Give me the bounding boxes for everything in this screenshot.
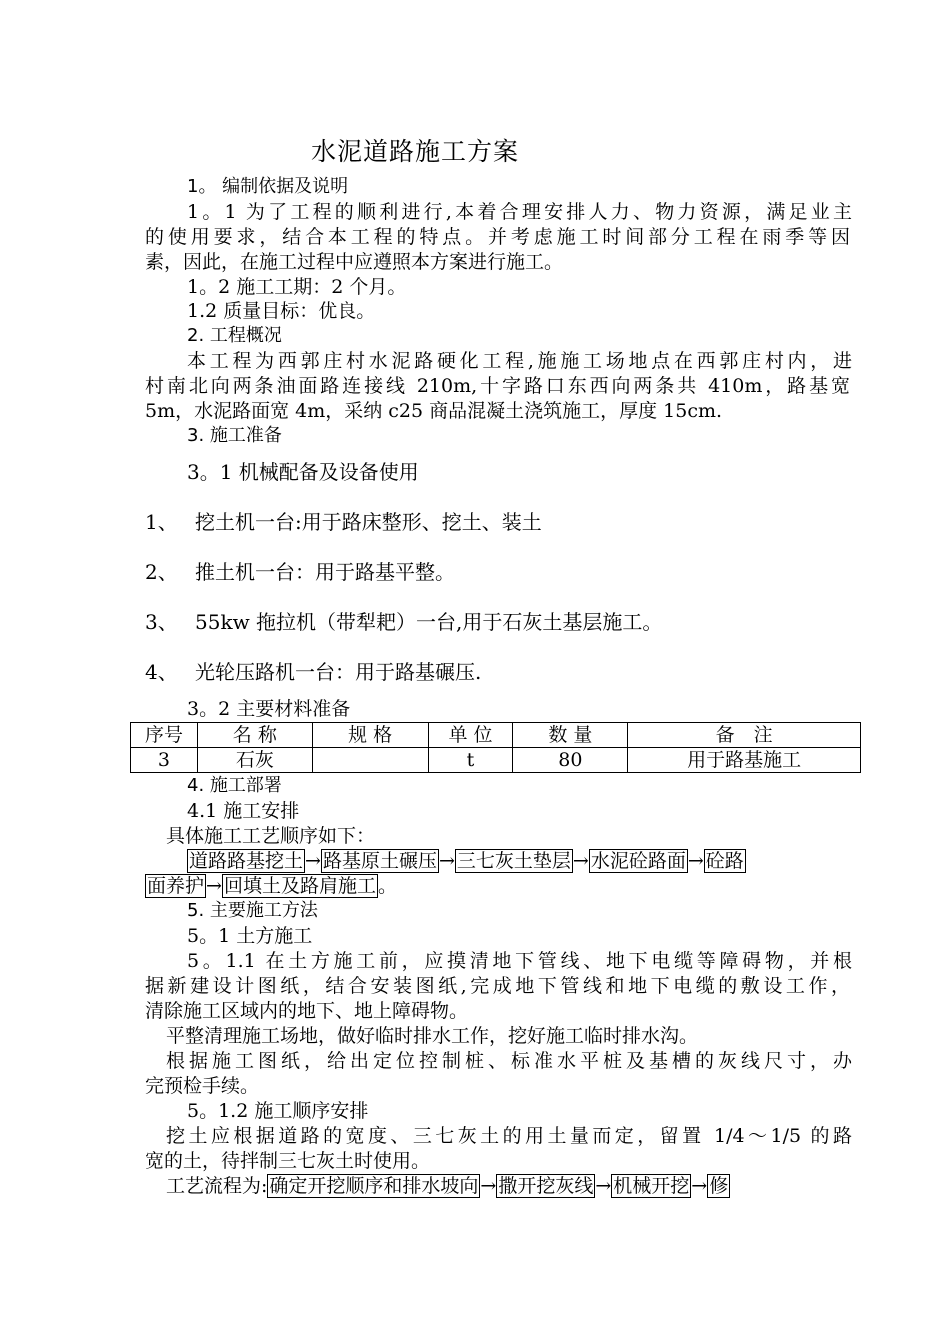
machine-item [145, 609, 662, 635]
s5-site-clearing: 平整清理施工场地，做好临时排水工作，挖好施工临时排水沟。 [166, 1025, 699, 1047]
table-cell: 80 [513, 748, 628, 773]
flow-step: 修 [709, 1175, 729, 1197]
table-cell: 石灰 [197, 748, 312, 773]
flow-step: 面养护 [147, 875, 205, 897]
s5-paragraph-line-3: 清除施工区域内的地下、地上障碍物。 [145, 1000, 469, 1022]
construction-period: 1。2 施工工期：2 个月。 [187, 276, 407, 298]
machine-item [145, 659, 481, 685]
machine-item-text: 推土机一台：用于路基平整。 [195, 560, 455, 584]
flow-arrow: → [480, 1175, 497, 1197]
s5-positioning-line-2: 完预检手续。 [145, 1075, 260, 1097]
table-cell: 3 [131, 748, 198, 773]
flow-arrow: → [572, 850, 589, 872]
machine-item-text: 光轮压路机一台：用于路基碾压. [195, 660, 482, 684]
machine-item-text: 55kw 拖拉机（带犁耙）一台,用于石灰土基层施工。 [195, 610, 663, 634]
table-header-row [131, 723, 861, 748]
table-header-cell: 备 注 [628, 723, 861, 748]
s5-excavation-line-1: 挖土应根据道路的宽度、三七灰土的用土量而定，留置 1/4～1/5 的路 [166, 1125, 852, 1147]
s1-paragraph-line-2: 的使用要求，结合本工程的特点。并考虑施工时间部分工程在雨季等因 [145, 226, 850, 248]
s2-paragraph-line-2: 村南北向两条油面路连接线 210m,十字路口东西向两条共 410m，路基宽 [145, 375, 850, 397]
flow-arrow: → [687, 850, 704, 872]
flow-step: 机械开挖 [613, 1175, 690, 1197]
section-1-heading: 1。 编制依据及说明 [187, 176, 349, 197]
s2-paragraph-line-1: 本工程为西郭庄村水泥路硬化工程,施施工场地点在西郭庄村内，进 [187, 350, 852, 372]
materials-table [130, 722, 861, 773]
table-header-cell: 规 格 [312, 723, 428, 748]
section-2-heading: 2. 工程概况 [187, 325, 282, 346]
machine-item-number: 1、 [145, 510, 178, 534]
table-header-cell: 名 称 [197, 723, 312, 748]
flow-label: 工艺流程为: [166, 1175, 268, 1197]
machine-item [145, 559, 455, 585]
flow-arrow: → [691, 1175, 708, 1197]
flow-end: 。 [377, 875, 397, 897]
s5-subheading-earthwork: 5。1 土方施工 [187, 925, 313, 947]
s3-subheading-materials: 3。2 主要材料准备 [187, 698, 351, 720]
table-header-cell: 数 量 [513, 723, 628, 748]
section-4-heading: 4. 施工部署 [187, 775, 282, 796]
flow-arrow: → [206, 875, 222, 897]
quality-target: 1.2 质量目标：优良。 [187, 300, 376, 322]
table-cell [312, 748, 428, 773]
flow-step: 路基原土碾压 [322, 850, 437, 872]
s5-excavation-line-2: 宽的土，待拌制三七灰土时使用。 [145, 1150, 431, 1172]
flow-step: 道路路基挖土 [189, 850, 304, 872]
flow-step: 砼路 [705, 850, 744, 872]
process-flow-line-2 [145, 874, 850, 898]
s5-subheading-sequence: 5。1.2 施工顺序安排 [187, 1100, 369, 1122]
machine-item-number: 4、 [145, 660, 178, 684]
process-flow-line-3 [166, 1174, 852, 1198]
table-header-cell: 序号 [131, 723, 198, 748]
process-flow-line-1 [187, 849, 852, 873]
machine-item-number: 3、 [145, 610, 178, 634]
s5-positioning-line-1: 根据施工图纸，给出定位控制桩、标准水平桩及基槽的灰线尺寸，办 [166, 1050, 852, 1072]
machine-item [145, 509, 542, 535]
flow-arrow: → [438, 850, 455, 872]
machine-item-number: 2、 [145, 560, 178, 584]
s3-subheading-machinery: 3。1 机械配备及设备使用 [187, 460, 419, 484]
document-title: 水泥道路施工方案 [310, 137, 519, 166]
table-row [131, 748, 861, 773]
s4-subheading: 4.1 施工安排 [187, 800, 300, 822]
s1-paragraph-line-1: 1。1 为了工程的顺利进行,本着合理安排人力、物力资源，满足业主 [187, 201, 852, 223]
section-3-heading: 3. 施工准备 [187, 425, 282, 446]
table-cell: t [428, 748, 513, 773]
s2-paragraph-line-3: 5m，水泥路面宽 4m，采纳 c25 商品混凝土浇筑施工，厚度 15cm. [145, 400, 723, 422]
flow-step: 确定开挖顺序和排水坡向 [269, 1175, 479, 1197]
s5-paragraph-line-1: 5。1.1 在土方施工前，应摸清地下管线、地下电缆等障碍物，并根 [187, 950, 852, 972]
s4-intro: 具体施工工艺顺序如下： [166, 825, 376, 847]
machine-item-text: 挖土机一台:用于路床整形、挖土、装土 [195, 510, 542, 534]
section-5-heading: 5. 主要施工方法 [187, 900, 318, 921]
flow-step: 水泥砼路面 [590, 850, 686, 872]
flow-arrow: → [595, 1175, 612, 1197]
flow-step: 撒开挖灰线 [498, 1175, 594, 1197]
s5-paragraph-line-2: 据新建设计图纸，结合安装图纸,完成地下管线和地下电缆的敷设工作， [145, 975, 850, 997]
table-cell: 用于路基施工 [628, 748, 861, 773]
flow-step: 回填土及路肩施工 [223, 875, 376, 897]
table-header-cell: 单 位 [428, 723, 513, 748]
flow-step: 三七灰土垫层 [456, 850, 571, 872]
s1-paragraph-line-3: 素，因此，在施工过程中应遵照本方案进行施工。 [145, 251, 564, 273]
flow-arrow: → [305, 850, 321, 872]
